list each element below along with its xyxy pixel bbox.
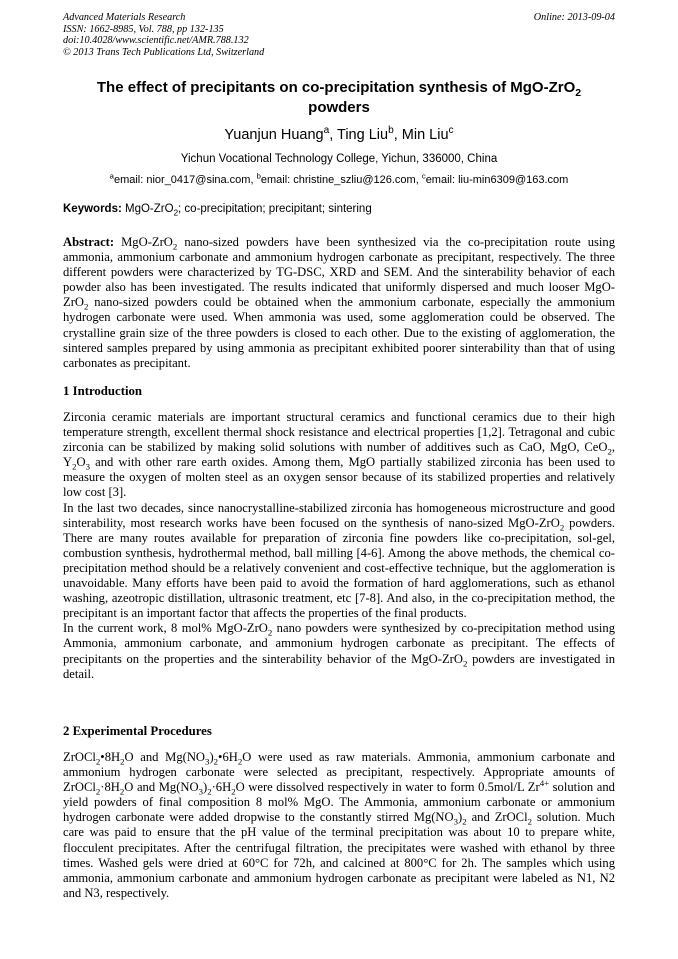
email: email: liu-min6309@163.com	[425, 174, 569, 186]
issn: ISSN: 1662-8985, Vol. 788, pp 132-135	[63, 23, 224, 35]
experimental-text	[63, 750, 615, 901]
email: email: christine_szliu@126.com,	[260, 174, 419, 186]
journal-header	[63, 12, 615, 58]
paragraph: In the current work, 8 mol% MgO-ZrO$_2$ nano powders were synthesized by co-precipitation method using Ammonia, ammonium carbonate, and ammonium hydrogen carbonate as precipitant. The effects of precipitants on the properties and the sinterability behavior of the MgO-ZrO$_2$ powders are investigated in detail.	[63, 621, 616, 681]
copyright: © 2013 Trans Tech Publications Ltd, Switzerland	[63, 46, 265, 58]
journal-name: Advanced Materials Research	[63, 12, 186, 23]
introduction-text	[63, 410, 615, 682]
abstract-label: Abstract:	[63, 235, 115, 249]
author-list: Yuanjun Huang$^a$, Ting Liu$^b$, Min Liu$^c$	[224, 125, 454, 143]
email: email: nior_0417@sina.com,	[113, 174, 254, 186]
section-heading-experimental: 2 Experimental Procedures	[63, 724, 212, 738]
author: Ting Liu	[337, 127, 389, 143]
keywords: Keywords: MgO-ZrO$_2$; co-precipitation; precipitant; sintering	[63, 203, 372, 218]
paper-title: The effect of precipitants on co-precipitation synthesis of MgO-ZrO$_2$ powders	[96, 79, 582, 116]
author: Min Liu	[401, 127, 449, 143]
abstract: Abstract: MgO-ZrO$_2$ nano-sized powders have been synthesized via the co-precipitation route using ammonia, ammonium carbonate and ammonium hydrogen carbonate as precipitant, respectively. The three different powders were characterized by TG-DSC, XRD and SEM. And the sinterability behavior of each powder also has been investigated. The results indicated that uniformly dispersed and much looser MgO-ZrO$_2$ nano-sized powders could be obtained when the ammonium carbonate, especially the ammonium hydrogen carbonate were used. When ammonia was used, some agglomeration could be observed. The crystalline grain size of the three powders is closed to each other. Due to the existing of agglomeration, the sintered samples prepared by using ammonia as precipitant exhibited poorer sinterability than that of using carbonates as precipitant.	[63, 235, 616, 370]
paragraph: Zirconia ceramic materials are important structural ceramics and functional ceramics due to their high temperature strength, excellent thermal shock resistance and electrical properties [1,2]. Tetragonal and cubic zirconia can be stabilized by making solid solutions with number of additives such as CaO, MgO, CeO$_2$, $Y_2O_3$ and with other rare earth oxides. Among them, MgO partially stabilized zirconia has been used to measure the oxygen of molten steel as an oxygen sensor because of its stabilized properties and relatively low cost [3].	[63, 410, 615, 500]
email-list: $^a$email: nior_0417@sina.com, $^b$email: christine_szliu@126.com, $^c$email: liu-min6309@163.com	[109, 171, 569, 186]
doi: doi:10.4028/www.scientific.net/AMR.788.132	[63, 35, 249, 47]
affiliation: Yichun Vocational Technology College, Yichun, 336000, China	[180, 153, 498, 165]
section-heading-introduction: 1 Introduction	[63, 384, 143, 398]
paragraph: $ZrOCl_2•8H_2O$ and $Mg(NO_3)_2•6H_2O$ were used as raw materials. Ammonia, ammonium carbonate and ammonium hydrogen carbonate were selected as precipitant, respectively. Appropriate amounts of $ZrOCl_2\cdot 8H_2O$ and $Mg(NO_3)_2\cdot 6H_2O$ were dissolved respectively in water to form 0.5mol/L $Zr^{4+}$ solution and yield powders of final composition 8 mol% MgO. The Ammonia, ammonium carbonate or ammonium hydrogen carbonate were added dropwise to the constantly stirred $Mg(NO_3)_2$ and ZrOCl$_2$ solution. Much care was paid to ensure that the pH value of the terminal precipitation was about 10 to prepare white, flocculent precipitates. After the centrifugal filtration, the precipitates were washed with ethanol by three times. Washed gels were dried at 60°C for 72h, and calcined at 800°C for 2h. The samples which using ammonia, ammonium carbonate and ammonium hydrogen carbonate as precipitant were labeled as N1, N2 and N3, respectively.	[63, 750, 615, 900]
author: Yuanjun Huang	[224, 127, 324, 143]
online-date: Online: 2013-09-04	[533, 12, 615, 23]
paragraph: In the last two decades, since nanocrystalline-stabilized zirconia has homogeneous microstructure and good sinterability, most research works have been focused on the synthesis of nano-sized MgO-ZrO$_2$ powders. There are many routes available for preparation of zirconia fine powders like co-precipitation, sol-gel, combustion synthesis, hydrothermal method, ball milling [4-6]. Among the above methods, the chemical co-precipitation method should be a relatively convenient and cost-effective technique, but the agglomeration is unavoidable. Many efforts have been paid to avoid the formation of hard agglomerations, such as ethanol washing, azeotropic distillation, ultrasonic treatment, etc [7-8]. And also, in the co-precipitation method, the precipitant is an important factor that affects the properties of the final products.	[63, 500, 616, 621]
